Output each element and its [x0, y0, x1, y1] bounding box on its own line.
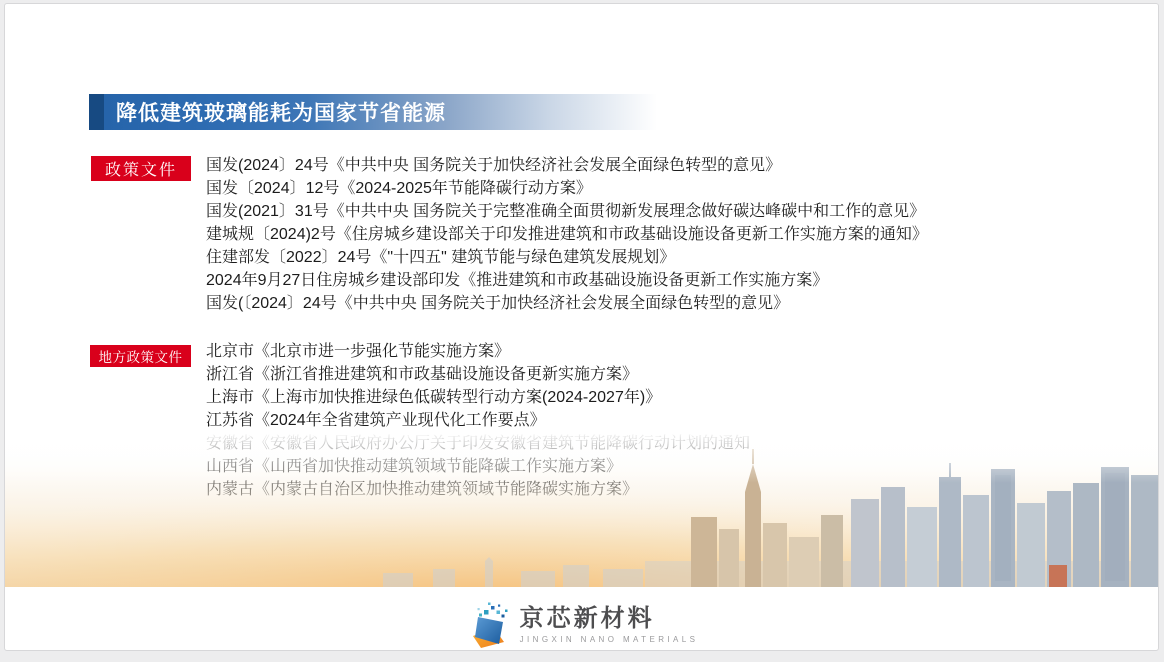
policy-item: 国发〔2024〕12号《2024-2025年节能降碳行动方案》	[206, 180, 592, 197]
policy-item: 建城规〔2024)2号《住房城乡建设部关于印发推进建筑和市政基础设施设备更新工作实施方案的通知》	[206, 226, 928, 243]
policy-item: 北京市《北京市进一步强化节能实施方案》	[206, 343, 511, 360]
policy-item: 国发(〔2024〕24号《中共中央 国务院关于加快经济社会发展全面绿色转型的意见》	[206, 295, 790, 312]
city-skyline-image	[5, 431, 1159, 587]
policy-item: 住建部发〔2022〕24号《"十四五" 建筑节能与绿色建筑发展规划》	[206, 249, 676, 266]
policy-item: 江苏省《2024年全省建筑产业现代化工作要点》	[206, 412, 546, 429]
slide-title: 降低建筑玻璃能耗为国家节省能源	[116, 102, 446, 125]
section-label-national-policy: 政策文件	[91, 156, 191, 181]
logo-mark-icon	[467, 601, 511, 649]
policy-item: 上海市《上海市加快推进绿色低碳转型行动方案(2024-2027年)》	[206, 389, 662, 406]
title-accent-square	[89, 94, 104, 130]
national-policy-list	[206, 154, 928, 315]
logo-company-name-en: JINGXIN NANO MATERIALS	[519, 634, 699, 644]
policy-item: 国发(2021〕31号《中共中央 国务院关于完整准确全面贯彻新发展理念做好碳达峰碳中和工作的意见》	[206, 203, 926, 220]
logo-company-name: 京芯新材料	[519, 604, 655, 632]
slide-canvas	[4, 3, 1159, 651]
title-bar	[89, 94, 663, 130]
section-label-local-policy: 地方政策文件	[90, 345, 191, 367]
policy-item: 国发(2024〕24号《中共中央 国务院关于加快经济社会发展全面绿色转型的意见》	[206, 157, 782, 174]
company-logo	[5, 600, 1159, 650]
policy-item: 2024年9月27日住房城乡建设部印发《推进建筑和市政基础设施设备更新工作实施方案》	[206, 272, 829, 289]
policy-item: 浙江省《浙江省推进建筑和市政基础设施设备更新实施方案》	[206, 366, 639, 383]
